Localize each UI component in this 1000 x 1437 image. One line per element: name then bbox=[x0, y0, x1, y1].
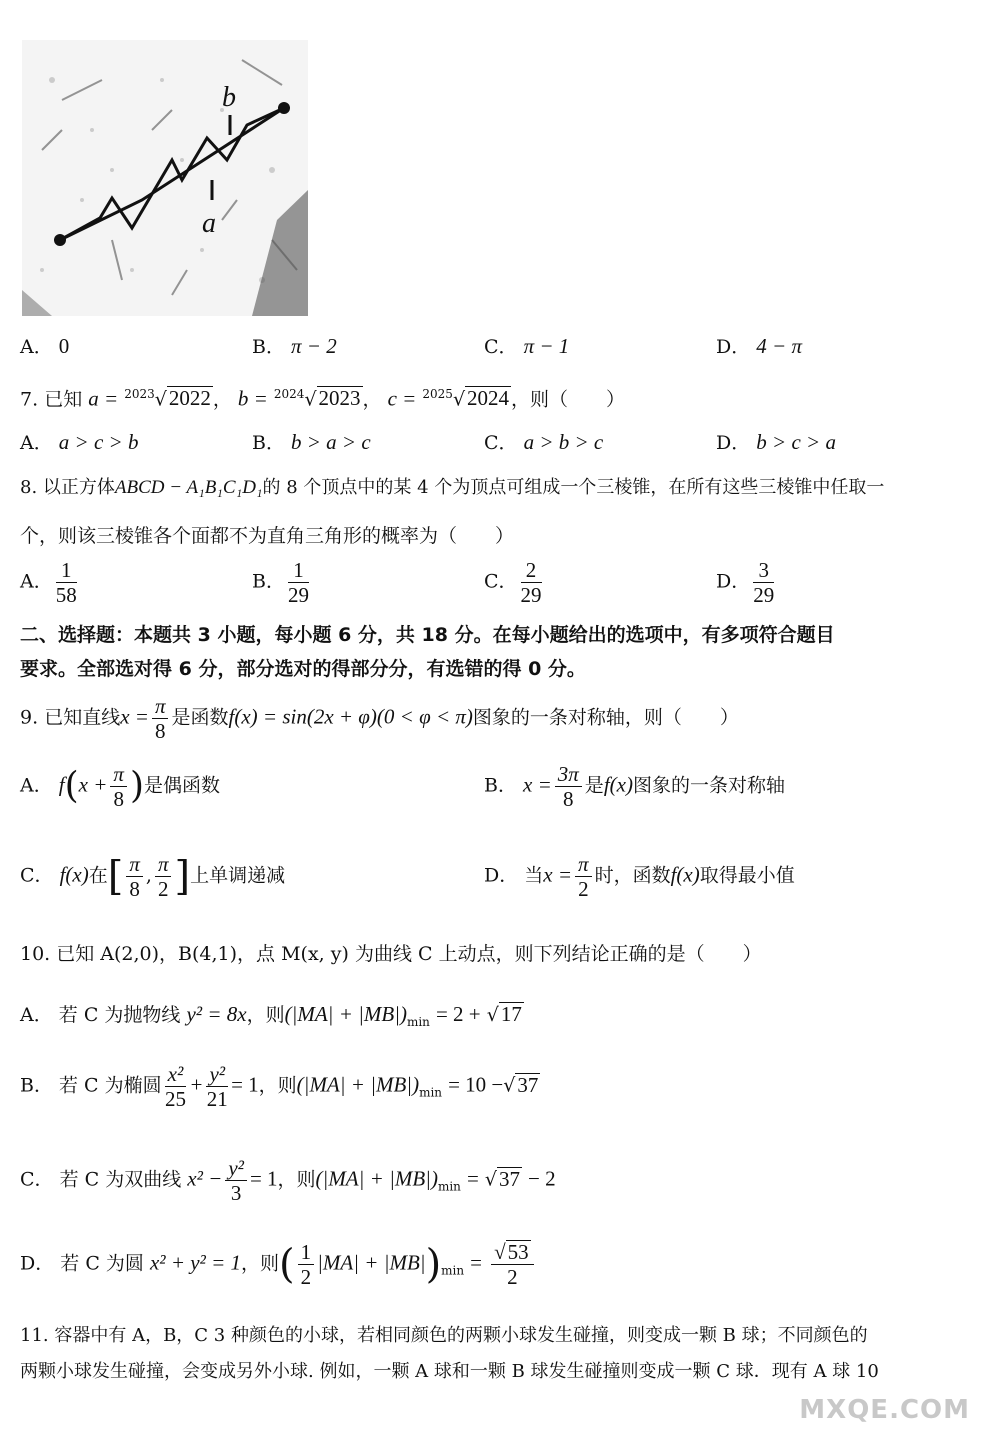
q9-option-b: B． x = $\frac{3\pi}{8}$ 是f(x)图象的一条对称轴 bbox=[484, 762, 785, 811]
figure-label-b: b bbox=[222, 82, 236, 113]
q8-option-c: C． $\frac{2}{29}$ bbox=[484, 558, 542, 607]
q8-stem-line1: 8. 以正方体ABCD − A₁B₁C₁D₁的 8 个顶点中的某 4 个为顶点可组成一个三棱锥，在所有这些三棱锥中任取一 bbox=[20, 477, 885, 498]
q9-option-a: A． f(x + $\frac{\pi}{8}$ )是偶函数 bbox=[20, 762, 221, 811]
q7-option-b: B． b > a > c bbox=[252, 430, 371, 454]
q10-option-a: A． 若 C 为抛物线 y² = 8x，则$(|MA| + |MB|)_{min} = 2 + √17$ bbox=[20, 1002, 522, 1029]
q7-option-a: A． a > c > b bbox=[20, 430, 139, 454]
q10-stem: 10. 已知 A(2,0)，B(4,1)，点 M(x, y) 为曲线 C 上动点，则下列结论正确的是（ ） bbox=[20, 943, 762, 965]
q8-option-d: D． $\frac{3}{29}$ bbox=[716, 558, 775, 607]
q8-option-b: B． $\frac{1}{29}$ bbox=[252, 558, 309, 607]
q7-stem: 7. 已知 a = $^{2023}$√2022 ， b = $^{2024}$√2023 ， c = $^{2025}$√2024 ，则（ ） bbox=[20, 386, 626, 411]
q7-option-d: D． b > c > a bbox=[716, 430, 836, 454]
q6-option-d: D． 4 − π bbox=[716, 334, 802, 358]
figure-label-a: a bbox=[202, 208, 216, 239]
site-watermark: MXQE.COM bbox=[799, 1395, 970, 1425]
zigzag-figure bbox=[22, 40, 308, 316]
q10-option-b: B． 若 C 为椭圆 $\frac{\text{x²}}{25}$ + $\frac{\text{y²}}{21}$ = 1，则$(|MA| + |MB|)_{min} = 10 -√37$ bbox=[20, 1062, 539, 1111]
q10-option-c: C． 若 C 为双曲线 x² − $\frac{\text{y²}}{3}$ = 1，则$(|MA| + |MB|)_{min} = √37 - 2$ bbox=[20, 1156, 556, 1205]
section2-heading-line1: 二、选择题：本题共 3 小题，每小题 6 分，共 18 分。在每小题给出的选项中，有多项符合题目 bbox=[20, 624, 835, 646]
q9-stem: 9. 已知直线x = $\frac{\pi}{8}$ 是函数f(x) = sin(2x + φ)(0 < φ < π)图象的一条对称轴，则（ ） bbox=[20, 694, 739, 743]
q8-stem-line2: 个，则该三棱锥各个面都不为直角三角形的概率为（ ） bbox=[20, 525, 515, 547]
q7-option-c: C． a > b > c bbox=[484, 430, 604, 454]
q9-option-c: C． f(x)在[ $\frac{\pi}{8}$ , $\frac{\pi}{2}$ ]上单调递减 bbox=[20, 852, 286, 901]
q9-option-d: D． 当x = $\frac{\pi}{2}$ 时，函数f(x)取得最小值 bbox=[484, 852, 795, 901]
q6-option-b: B． π − 2 bbox=[252, 334, 337, 358]
q11-stem-line2: 两颗小球发生碰撞，会变成另外小球. 例如，一颗 A 球和一颗 B 球发生碰撞则变成一颗 C 球．现有 A 球 10 bbox=[20, 1361, 879, 1382]
q6-option-c: C． π − 1 bbox=[484, 334, 570, 358]
q10-option-d: D． 若 C 为圆 x² + y² = 1，则( $\frac{1}{2}$ $|MA| + |MB|)_{min}$ = $\frac{√53}{2}$ bbox=[20, 1240, 537, 1289]
q6-option-a: A． 0 bbox=[20, 334, 70, 358]
figure-photo bbox=[22, 40, 308, 316]
section2-heading-line2: 要求。全部选对得 6 分，部分选对的得部分分，有选错的得 0 分。 bbox=[20, 658, 586, 680]
q11-stem-line1: 11. 容器中有 A，B，C 3 种颜色的小球，若相同颜色的两颗小球发生碰撞，则变成一颗 B 球；不同颜色的 bbox=[20, 1325, 868, 1346]
q8-option-a: A． $\frac{1}{58}$ bbox=[20, 558, 77, 607]
